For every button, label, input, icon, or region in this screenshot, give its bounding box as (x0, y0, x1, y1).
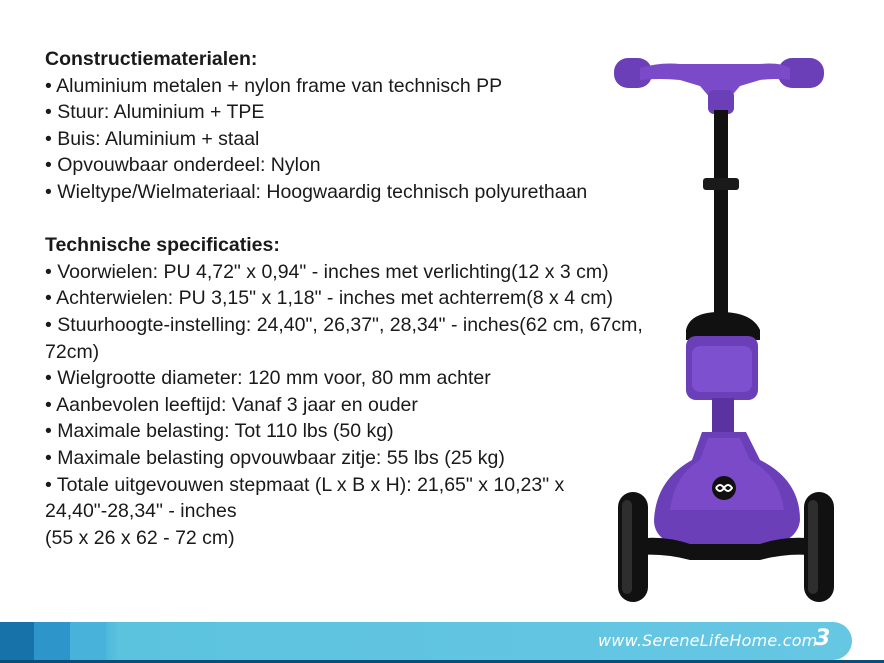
footer (0, 622, 884, 663)
stem-clamp (703, 178, 739, 190)
left-wheel-highlight (622, 500, 632, 594)
right-wheel-highlight (808, 500, 818, 594)
specs-heading: Technische specificaties: (45, 234, 280, 257)
seat-panel (692, 346, 752, 392)
footer-bar (0, 622, 852, 660)
footer-url: www.SereneLifeHome.com (598, 631, 818, 650)
construction-item: • Wieltype/Wielmateriaal: Hoogwaardig technisch polyurethaan (45, 180, 588, 203)
footer-accent (70, 622, 106, 660)
spec-item: • Voorwielen: PU 4,72" x 0,94" - inches met verlichting(12 x 3 cm) (45, 260, 609, 283)
spec-item: • Achterwielen: PU 3,15" x 1,18" - inches met achterrem(8 x 4 cm) (45, 287, 613, 310)
spec-item: • Totale uitgevouwen stepmaat (L x B x H): 21,65" x 10,23" x 24,40"-28,34" - inches (45, 473, 565, 523)
spec-item: (55 x 26 x 62 - 72 cm) (45, 526, 235, 549)
spec-item: • Aanbevolen leeftijd: Vanaf 3 jaar en ouder (45, 393, 418, 416)
spec-item: • Maximale belasting opvouwbaar zitje: 55 lbs (25 kg) (45, 446, 505, 469)
scooter-image (600, 40, 850, 610)
construction-item: • Stuur: Aluminium + TPE (45, 101, 265, 124)
text-content (45, 46, 670, 551)
construction-heading: Constructiematerialen: (45, 48, 258, 70)
footer-accent (34, 622, 70, 660)
construction-item: • Aluminium metalen + nylon frame van technisch PP (45, 74, 503, 97)
lower-stem (712, 398, 734, 432)
section-gap (45, 206, 670, 233)
footer-accent (0, 622, 34, 660)
spec-item: • Maximale belasting: Tot 110 lbs (50 kg) (45, 420, 394, 443)
stem (714, 110, 728, 320)
construction-item: • Opvouwbaar onderdeel: Nylon (45, 154, 321, 177)
spec-item: • Wielgrootte diameter: 120 mm voor, 80 mm achter (45, 367, 491, 390)
construction-item: • Buis: Aluminium + staal (45, 127, 260, 150)
seat-top (686, 312, 760, 340)
spec-item: • Stuurhoogte-instelling: 24,40", 26,37", 28,34" - inches(62 cm, 67cm, 72cm) (45, 313, 643, 363)
page-number: 3 (815, 626, 831, 651)
